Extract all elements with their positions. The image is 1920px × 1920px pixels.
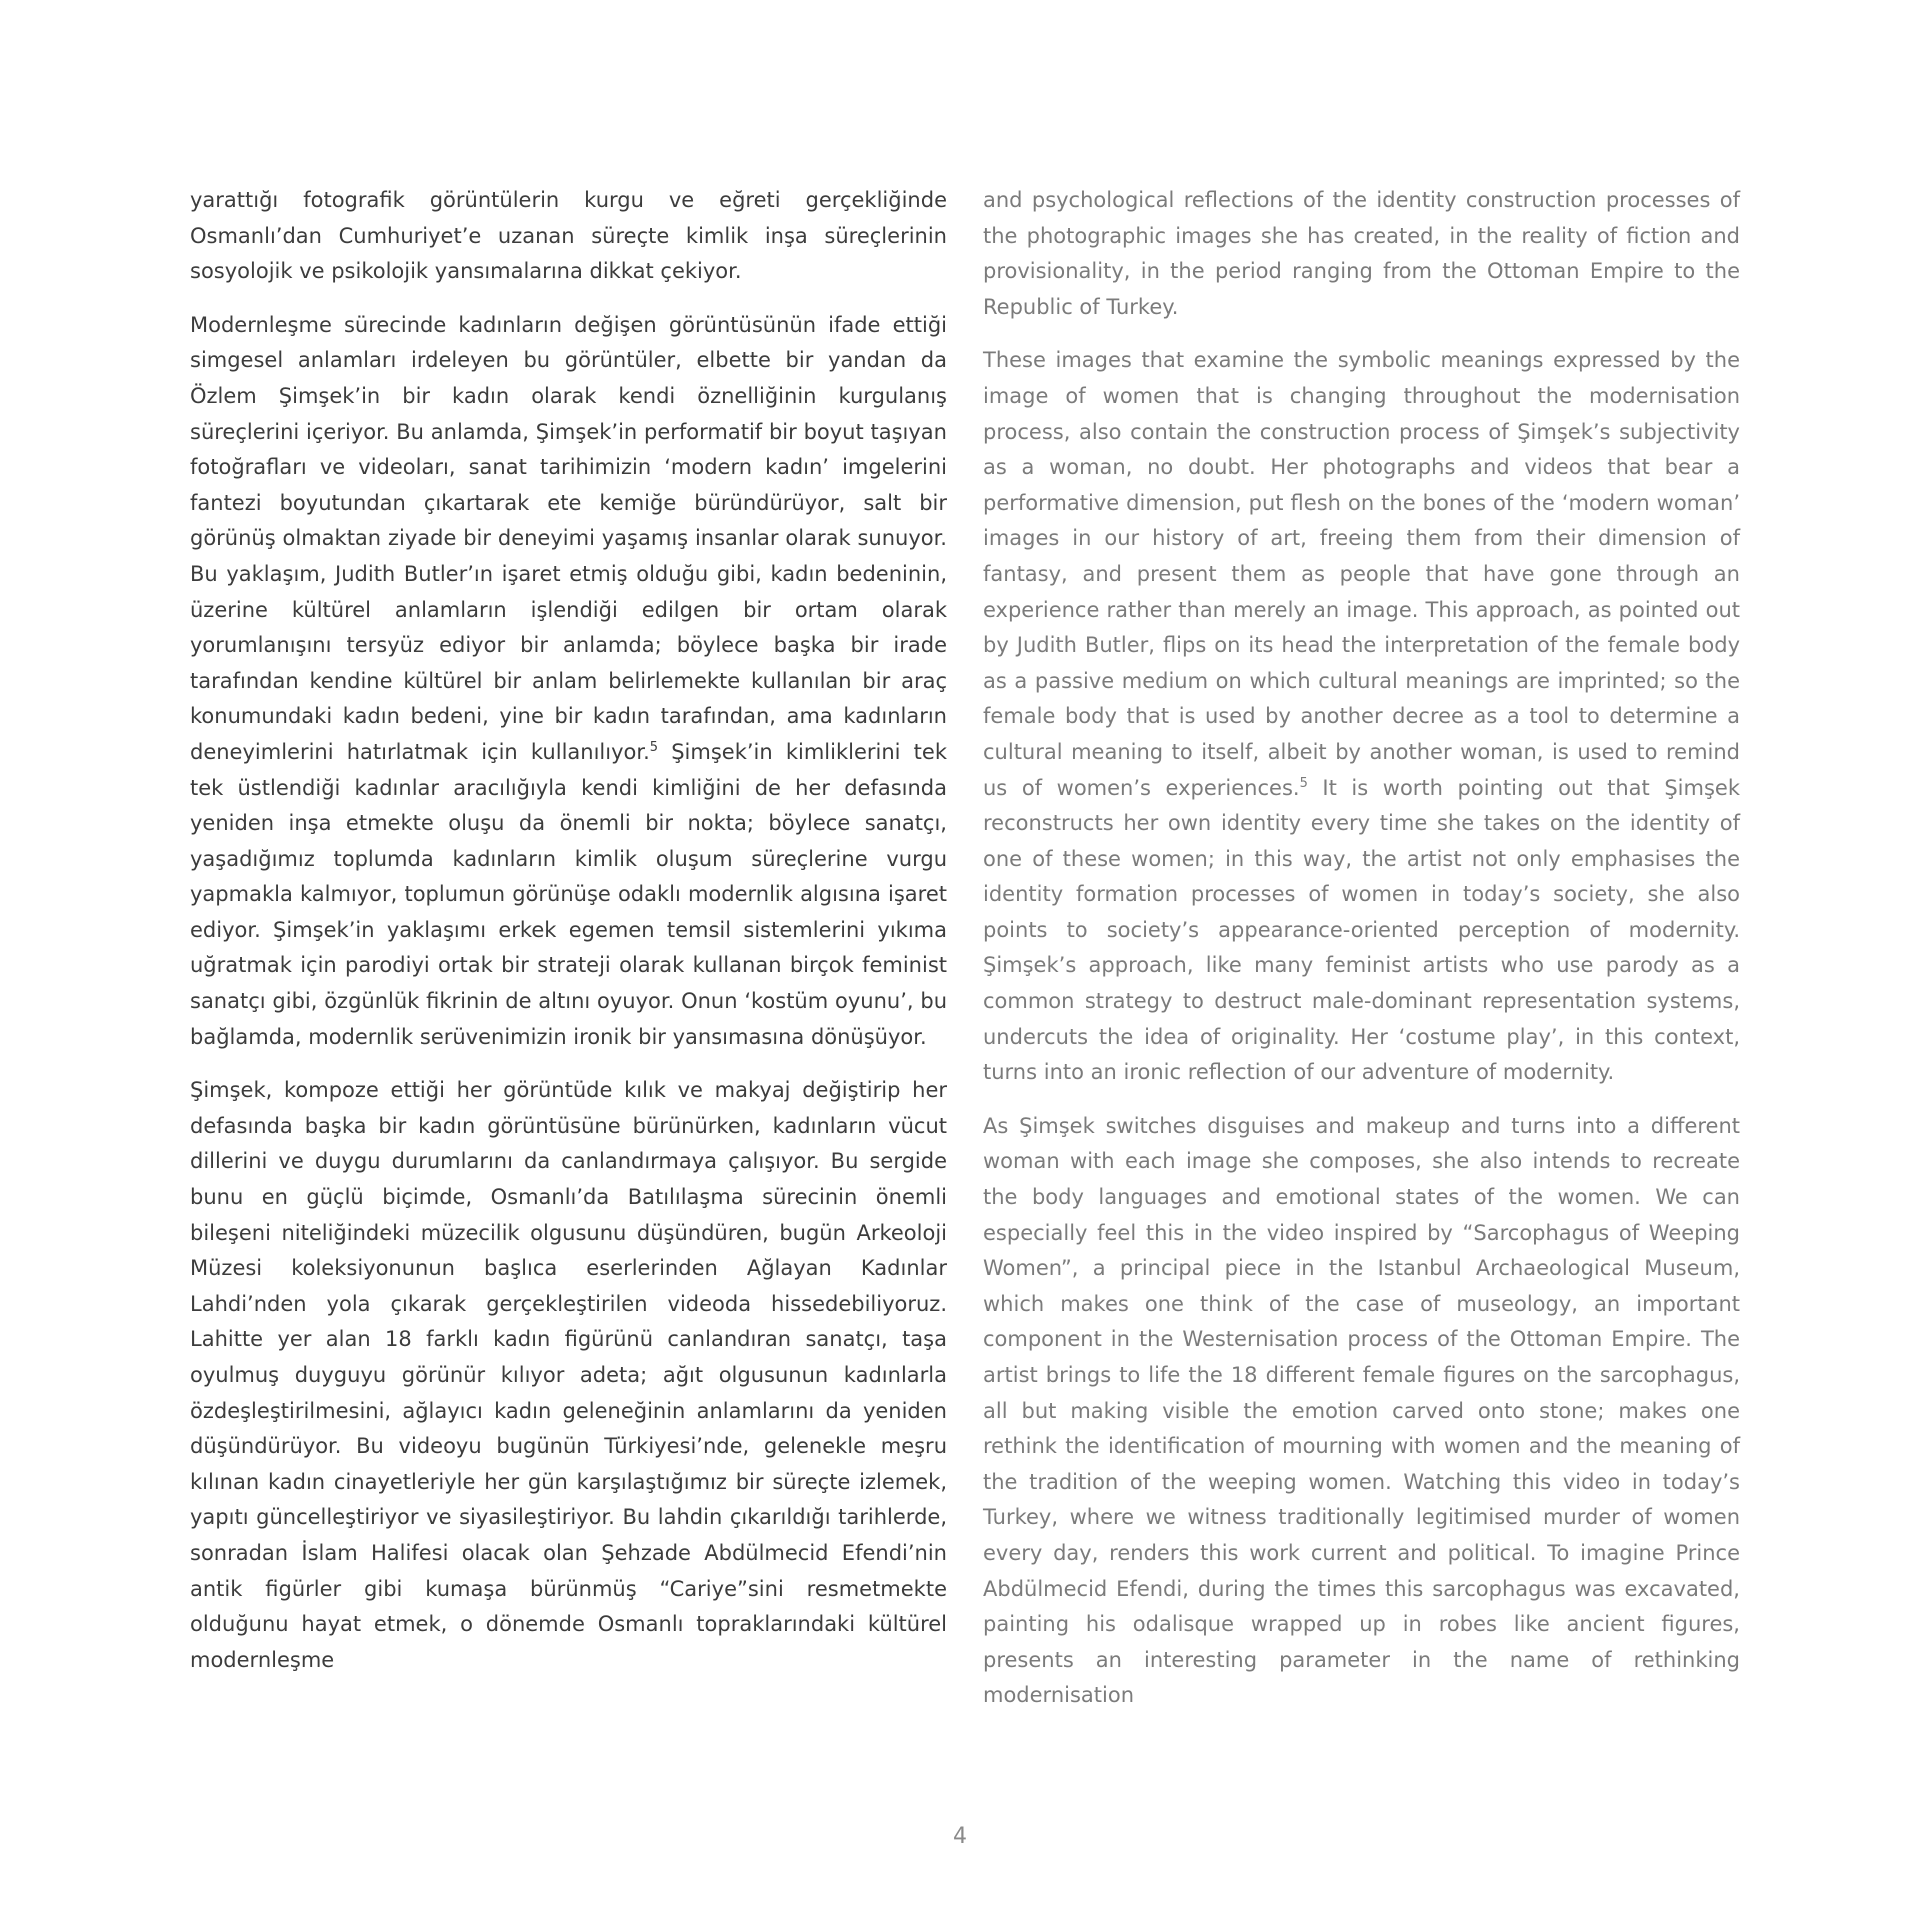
paragraph-text: Şimşek, kompoze ettiği her görüntüde kılık ve makyaj değiştirip her defasında başka bir kadın görüntüsüne bürünürken, kadınların vücut dillerini ve duygu durumlarını da canlandırmaya çalışıyor. Bu sergide bunu en güçlü biçimde, Osmanlı’da Batılılaşma sürecinin önemli bileşeni niteliğindeki müzecilik olgusunu düşündüren, bugün Arkeoloji Müzesi koleksiyonunun başlıca eserlerinden Ağlayan Kadınlar Lahdi’nden yola çıkarak gerçekleştirilen videoda hissedebiliyoruz. Lahitte yer alan 18 farklı kadın figürünü canlandıran sanatçı, taşa oyulmuş duyguyu görünür kılıyor adeta; ağıt olgusunun kadınlarla özdeşleştirilmesini, ağlayıcı kadın geleneğinin anlamlarını da yeniden düşündürüyor. Bu videoyu bugünün Türkiyesi’nde, gelenekle meşru kılınan kadın cinayetleriyle her gün karşılaştığımız bir süreçte izlemek, yapıtı güncelleştiriyor ve siyasileştiriyor. Bu lahdin çıkarıldığı tarihlerde, sonradan İslam Halifesi olacak olan Şehzade Abdülmecid Efendi’nin antik figürler gibi kumaşa bürünmüş “Cariye”sini resmetmekte olduğunu hayat etmek, o dönemde Osmanlı topraklarındaki kültürel modernleşme [190, 1078, 947, 1672]
page-number: 4 [953, 1824, 967, 1849]
paragraph-text: It is worth pointing out that Şimşek reconstructs her own identity every time she takes on the identity of one of these women; in this way, the artist not only emphasises the identity formation processes of women in today’s society, she also points to society’s appearance-oriented perception of modernity. Şimşek’s approach, like many feminist artists who use parody as a common strategy to destruct male-dominant representation systems, undercuts the idea of originality. Her ‘costume play’, in this context, turns into an ironic reflection of our adventure of modernity. [983, 775, 1740, 1085]
paragraph-text: yarattığı fotografik görüntülerin kurgu ve eğreti gerçekliğinde Osmanlı’dan Cumhuriyet’e uzanan süreçte kimlik inşa süreçlerinin sosyolojik ve psikolojik yansımalarına dikkat çekiyor. [190, 188, 947, 284]
paragraph-text: and psychological reflections of the identity construction processes of the photographic images she has created, in the reality of fiction and provisionality, in the period ranging from the Ottoman Empire to the Republic of Turkey. [983, 188, 1740, 319]
paragraph-text: As Şimşek switches disguises and makeup and turns into a different woman with each image she composes, she also intends to recreate the body languages and emotional states of the women. We can especially feel this in the video inspired by “Sarcophagus of Weeping Women”, a principal piece in the Istanbul Archaeological Museum, which makes one think of the case of museology, an important component in the Westernisation process of the Ottoman Empire. The artist brings to life the 18 different female figures on the sarcophagus, all but making visible the emotion carved onto stone; makes one rethink the identification of mourning with women and the meaning of the tradition of the weeping women. Watching this video in today’s Turkey, where we witness traditionally legitimised murder of women every day, renders this work current and political. To imagine Prince Abdülmecid Efendi, during the times this sarcophagus was excavated, painting his odalisque wrapped up in robes like ancient figures, presents an interesting parameter in the name of rethinking modernisation [983, 1113, 1740, 1708]
english-paragraph-3 [983, 1109, 1740, 1714]
footnote-ref: 5 [1299, 775, 1308, 791]
english-paragraph-2 [983, 343, 1740, 1090]
paragraph-text: Şimşek’in kimliklerini tek tek üstlendiği kadınlar aracılığıyla kendi kimliğini de her defasında yeniden inşa etmekte oluşu da önemli bir nokta; böylece sanatçı, yaşadığımız toplumda kadınların kimlik oluşum süreçlerine vurgu yapmakla kalmıyor, toplumun görünüşe odaklı modernlik algısına işaret ediyor. Şimşek’in yaklaşımı erkek egemen temsil sistemlerini yıkıma uğratmak için parodiyi ortak bir strateji olarak kullanan birçok feminist sanatçı gibi, özgünlük fikrinin de altını oyuyor. Onun ‘kostüm oyunu’, bu bağlamda, modernlik serüvenimizin ironik bir yansımasına dönüşüyor. [190, 739, 947, 1049]
paragraph-text: These images that examine the symbolic meanings expressed by the image of women that is changing throughout the modernisation process, also contain the construction process of Şimşek’s subjectivity as a woman, no doubt. Her photographs and videos that bear a performative dimension, put flesh on the bones of the ‘modern woman’ images in our history of art, freeing them from their dimension of fantasy, and present them as people that have gone through an experience rather than merely an image. This approach, as pointed out by Judith Butler, flips on its head the interpretation of the female body as a passive medium on which cultural meanings are imprinted; so the female body that is used by another decree as a tool to determine a cultural meaning to itself, albeit by another woman, is used to remind us of women’s experiences. [983, 348, 1740, 800]
turkish-paragraph-1 [190, 183, 947, 290]
footnote-ref: 5 [649, 739, 659, 755]
turkish-text-column [190, 183, 947, 1696]
turkish-paragraph-3 [190, 1073, 947, 1678]
paragraph-text: Modernleşme sürecinde kadınların değişen görüntüsünün ifade ettiği simgesel anlamları irdeleyen bu görüntüler, elbette bir yandan da Özlem Şimşek’in bir kadın olarak kendi öznelliğinin kurgulanış süreçlerini içeriyor. Bu anlamda, Şimşek’in performatif bir boyut taşıyan fotoğrafları ve videoları, sanat tarihimizin ‘modern kadın’ imgelerini fantezi boyutundan çıkartarak ete kemiğe büründürüyor, salt bir görünüş olmaktan ziyade bir deneyimi yaşamış insanlar olarak sunuyor. Bu yaklaşım, Judith Butler’ın işaret etmiş olduğu gibi, kadın bedeninin, üzerine kültürel anlamların işlendiği edilgen bir ortam olarak yorumlanışını tersyüz ediyor bir anlamda; böylece başka bir irade tarafından kendine kültürel bir anlam belirlemekte kullanılan bir araç konumundaki kadın bedeni, yine bir kadın tarafından, ama kadınların deneyimlerini hatırlatmak için kullanılıyor. [190, 312, 947, 764]
english-paragraph-1 [983, 183, 1740, 325]
turkish-paragraph-2 [190, 308, 947, 1055]
english-text-column [983, 183, 1740, 1732]
